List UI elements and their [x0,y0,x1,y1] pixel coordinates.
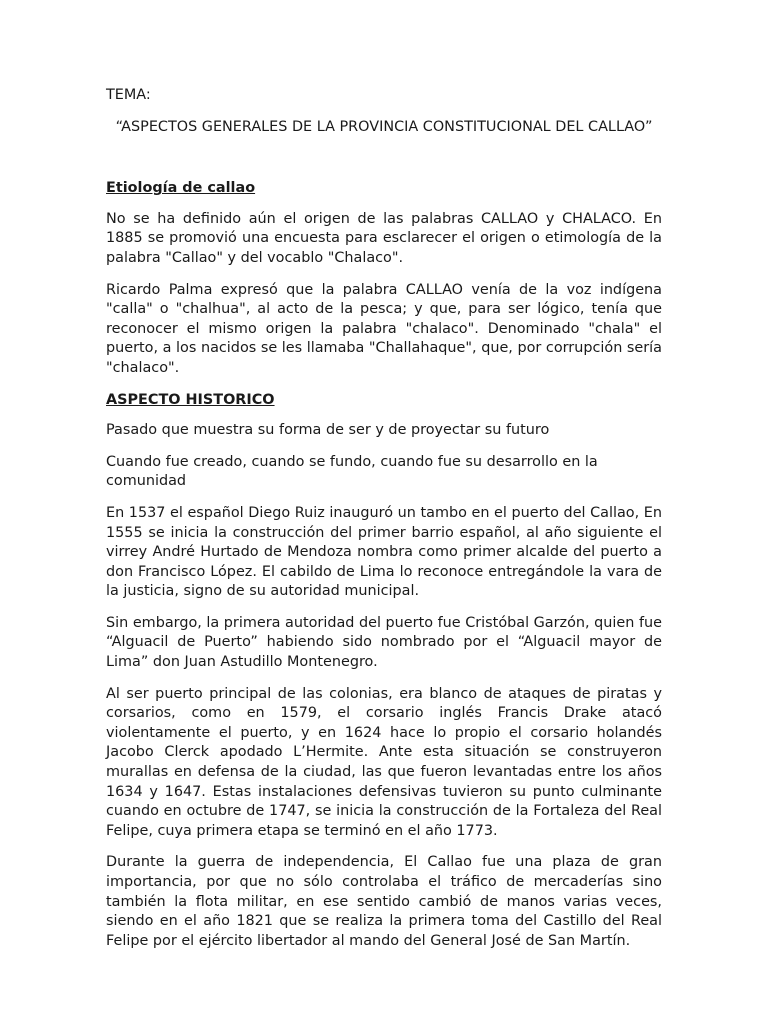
paragraph: Al ser puerto principal de las colonias, era blanco de ataques de piratas y corsarios, como en 1579, el corsario inglés Francis Drake atacó violentamente el puerto, y en 1624 hace lo propio el corsario holandés Jacobo Clerck apodado L’Hermite. Ante esta situación se construyeron murallas en defensa de la ciudad, las que fueron levantadas entre los años 1634 y 1647. Estas instalaciones defensivas tuvieron su punto culminante cuando en octubre de 1747, se inicia la construcción de la Fortaleza del Real Felipe, cuya primera etapa se terminó en el año 1773. [106,685,662,839]
section-heading-aspecto-historico: ASPECTO HISTORICO [106,391,275,408]
topic-label: TEMA: [106,87,151,103]
paragraph: Cuando fue creado, cuando se fundo, cuando fue su desarrollo en la comunidad [106,453,598,490]
section-aspecto-historico [106,391,662,952]
paragraph: No se ha definido aún el origen de las palabras CALLAO y CHALACO. En 1885 se promovió una encuesta para esclarecer el origen o etimología de la palabra "Callao" y del vocablo "Chalaco". [106,210,662,266]
paragraph: Ricardo Palma expresó que la palabra CALLAO venía de la voz indígena "calla" o "chalhua", al acto de la pesca; y que, para ser lógico, tenía que reconocer el mismo origen la palabra "chalaco". Denominado "chala" el puerto, a los nacidos se les llamaba "Challahaque", que, por corrupción sería "chalaco". [106,281,662,376]
section-heading-etiologia: Etiología de callao [106,180,256,197]
paragraph: Pasado que muestra su forma de ser y de proyectar su futuro [106,422,550,439]
paragraph: Sin embargo, la primera autoridad del puerto fue Cristóbal Garzón, quien fue “Alguacil de Puerto” habiendo sido nombrado por el “Alguacil mayor de Lima” don Juan Astudillo Montenegro. [106,614,662,671]
document-page [106,86,662,963]
document-title: “ASPECTOS GENERALES DE LA PROVINCIA CONSTITUCIONAL DEL CALLAO” [115,118,653,135]
paragraph: En 1537 el español Diego Ruiz inauguró un tambo en el puerto del Callao, En 1555 se inicia la construcción del primer barrio español, al año siguiente el virrey André Hurtado de Mendoza nombra como primer alcalde del puerto a don Francisco López. El cabildo de Lima lo reconoce entregándole la vara de la justicia, signo de su autoridad municipal. [106,504,662,600]
paragraph: Durante la guerra de independencia, El Callao fue una plaza de gran importancia, por que no sólo controlaba el tráfico de mercaderías sino también la flota militar, en ese sentido cambió de manos varias veces, siendo en el año 1821 que se realiza la primera toma del Castillo del Real Felipe por el ejército libertador al mando del General José de San Martín. [106,854,662,949]
section-etiologia [106,179,662,378]
